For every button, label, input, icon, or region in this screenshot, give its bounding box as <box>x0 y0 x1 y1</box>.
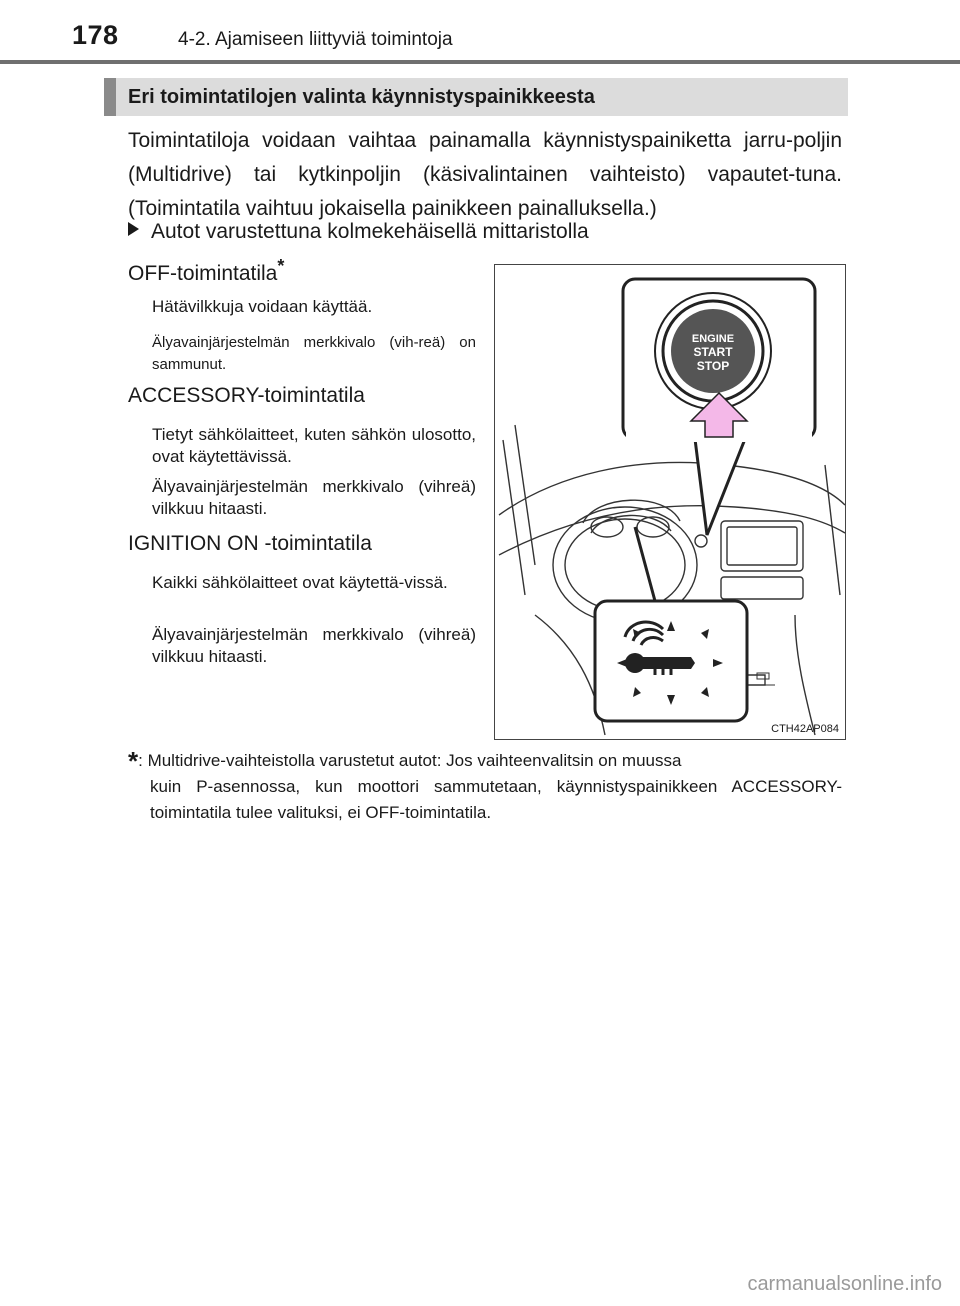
subheading <box>128 220 589 244</box>
footnote-text-first: : Multidrive-vaihteistolla varustetut autot: Jos vaihteenvalitsin on muussa <box>138 751 682 770</box>
section-heading-stripe <box>104 78 116 116</box>
subheading-text: Autot varustettuna kolmekehäisellä mittaristolla <box>151 220 589 243</box>
figure-code: CTH42AP084 <box>771 723 839 735</box>
mode-accessory-line-1: Tietyt sähkölaitteet, kuten sähkön ulosotto, ovat käytettävissä. <box>152 425 476 466</box>
mode-title-text: OFF-toimintatila <box>128 262 278 285</box>
dashboard-drawing <box>495 265 846 740</box>
button-text-start: START <box>693 345 733 359</box>
button-text-stop: STOP <box>696 359 730 373</box>
triangle-bullet-icon <box>128 222 139 236</box>
section-heading-bar <box>104 78 848 116</box>
header-rule <box>0 60 960 64</box>
mode-off-line-1: Hätävilkkuja voidaan käyttää. <box>152 297 373 316</box>
asterisk-mark: * <box>277 256 285 276</box>
mode-ignition-line-2: Älyavainjärjestelmän merkkivalo (vihreä) vilkkuu hitaasti. <box>152 625 476 666</box>
mode-ignition-line-1: Kaikki sähkölaitteet ovat käytettä-vissä. <box>152 573 448 592</box>
intro-paragraph: Toimintatiloja voidaan vaihtaa painamalla käynnistyspainiketta jarru-poljin (Multidrive) tai kytkinpoljin (käsivalintainen vaihteisto) vapautet-tuna. (Toimintatila vaihtuu jokaisella painikkeen painalluksella.) <box>128 129 842 220</box>
dashboard-illustration <box>494 264 846 740</box>
section-heading: Eri toimintatilojen valinta käynnistyspainikkeesta <box>128 86 595 108</box>
page-number: 178 <box>72 20 119 50</box>
footnote <box>128 748 842 826</box>
footnote-text-rest: kuin P-asennossa, kun moottori sammutetaan, käynnistyspainikkeen ACCESSORY-toimintatila tulee valituksi, ei OFF-toimintatila. <box>150 777 842 822</box>
footnote-asterisk: * <box>128 746 139 776</box>
mode-off-line-2: Älyavainjärjestelmän merkkivalo (vih-reä) on sammunut. <box>152 334 476 373</box>
mode-title-ignition-on: IGNITION ON -toimintatila <box>128 532 372 555</box>
chapter-title: 4-2. Ajamiseen liittyviä toimintoja <box>178 29 453 50</box>
mode-title-off <box>128 256 284 286</box>
mode-accessory-line-2: Älyavainjärjestelmän merkkivalo (vihreä) vilkkuu hitaasti. <box>152 477 476 518</box>
watermark: carmanualsonline.info <box>747 1273 942 1295</box>
button-text-engine: ENGINE <box>691 333 735 345</box>
mode-title-accessory: ACCESSORY-toimintatila <box>128 384 365 407</box>
